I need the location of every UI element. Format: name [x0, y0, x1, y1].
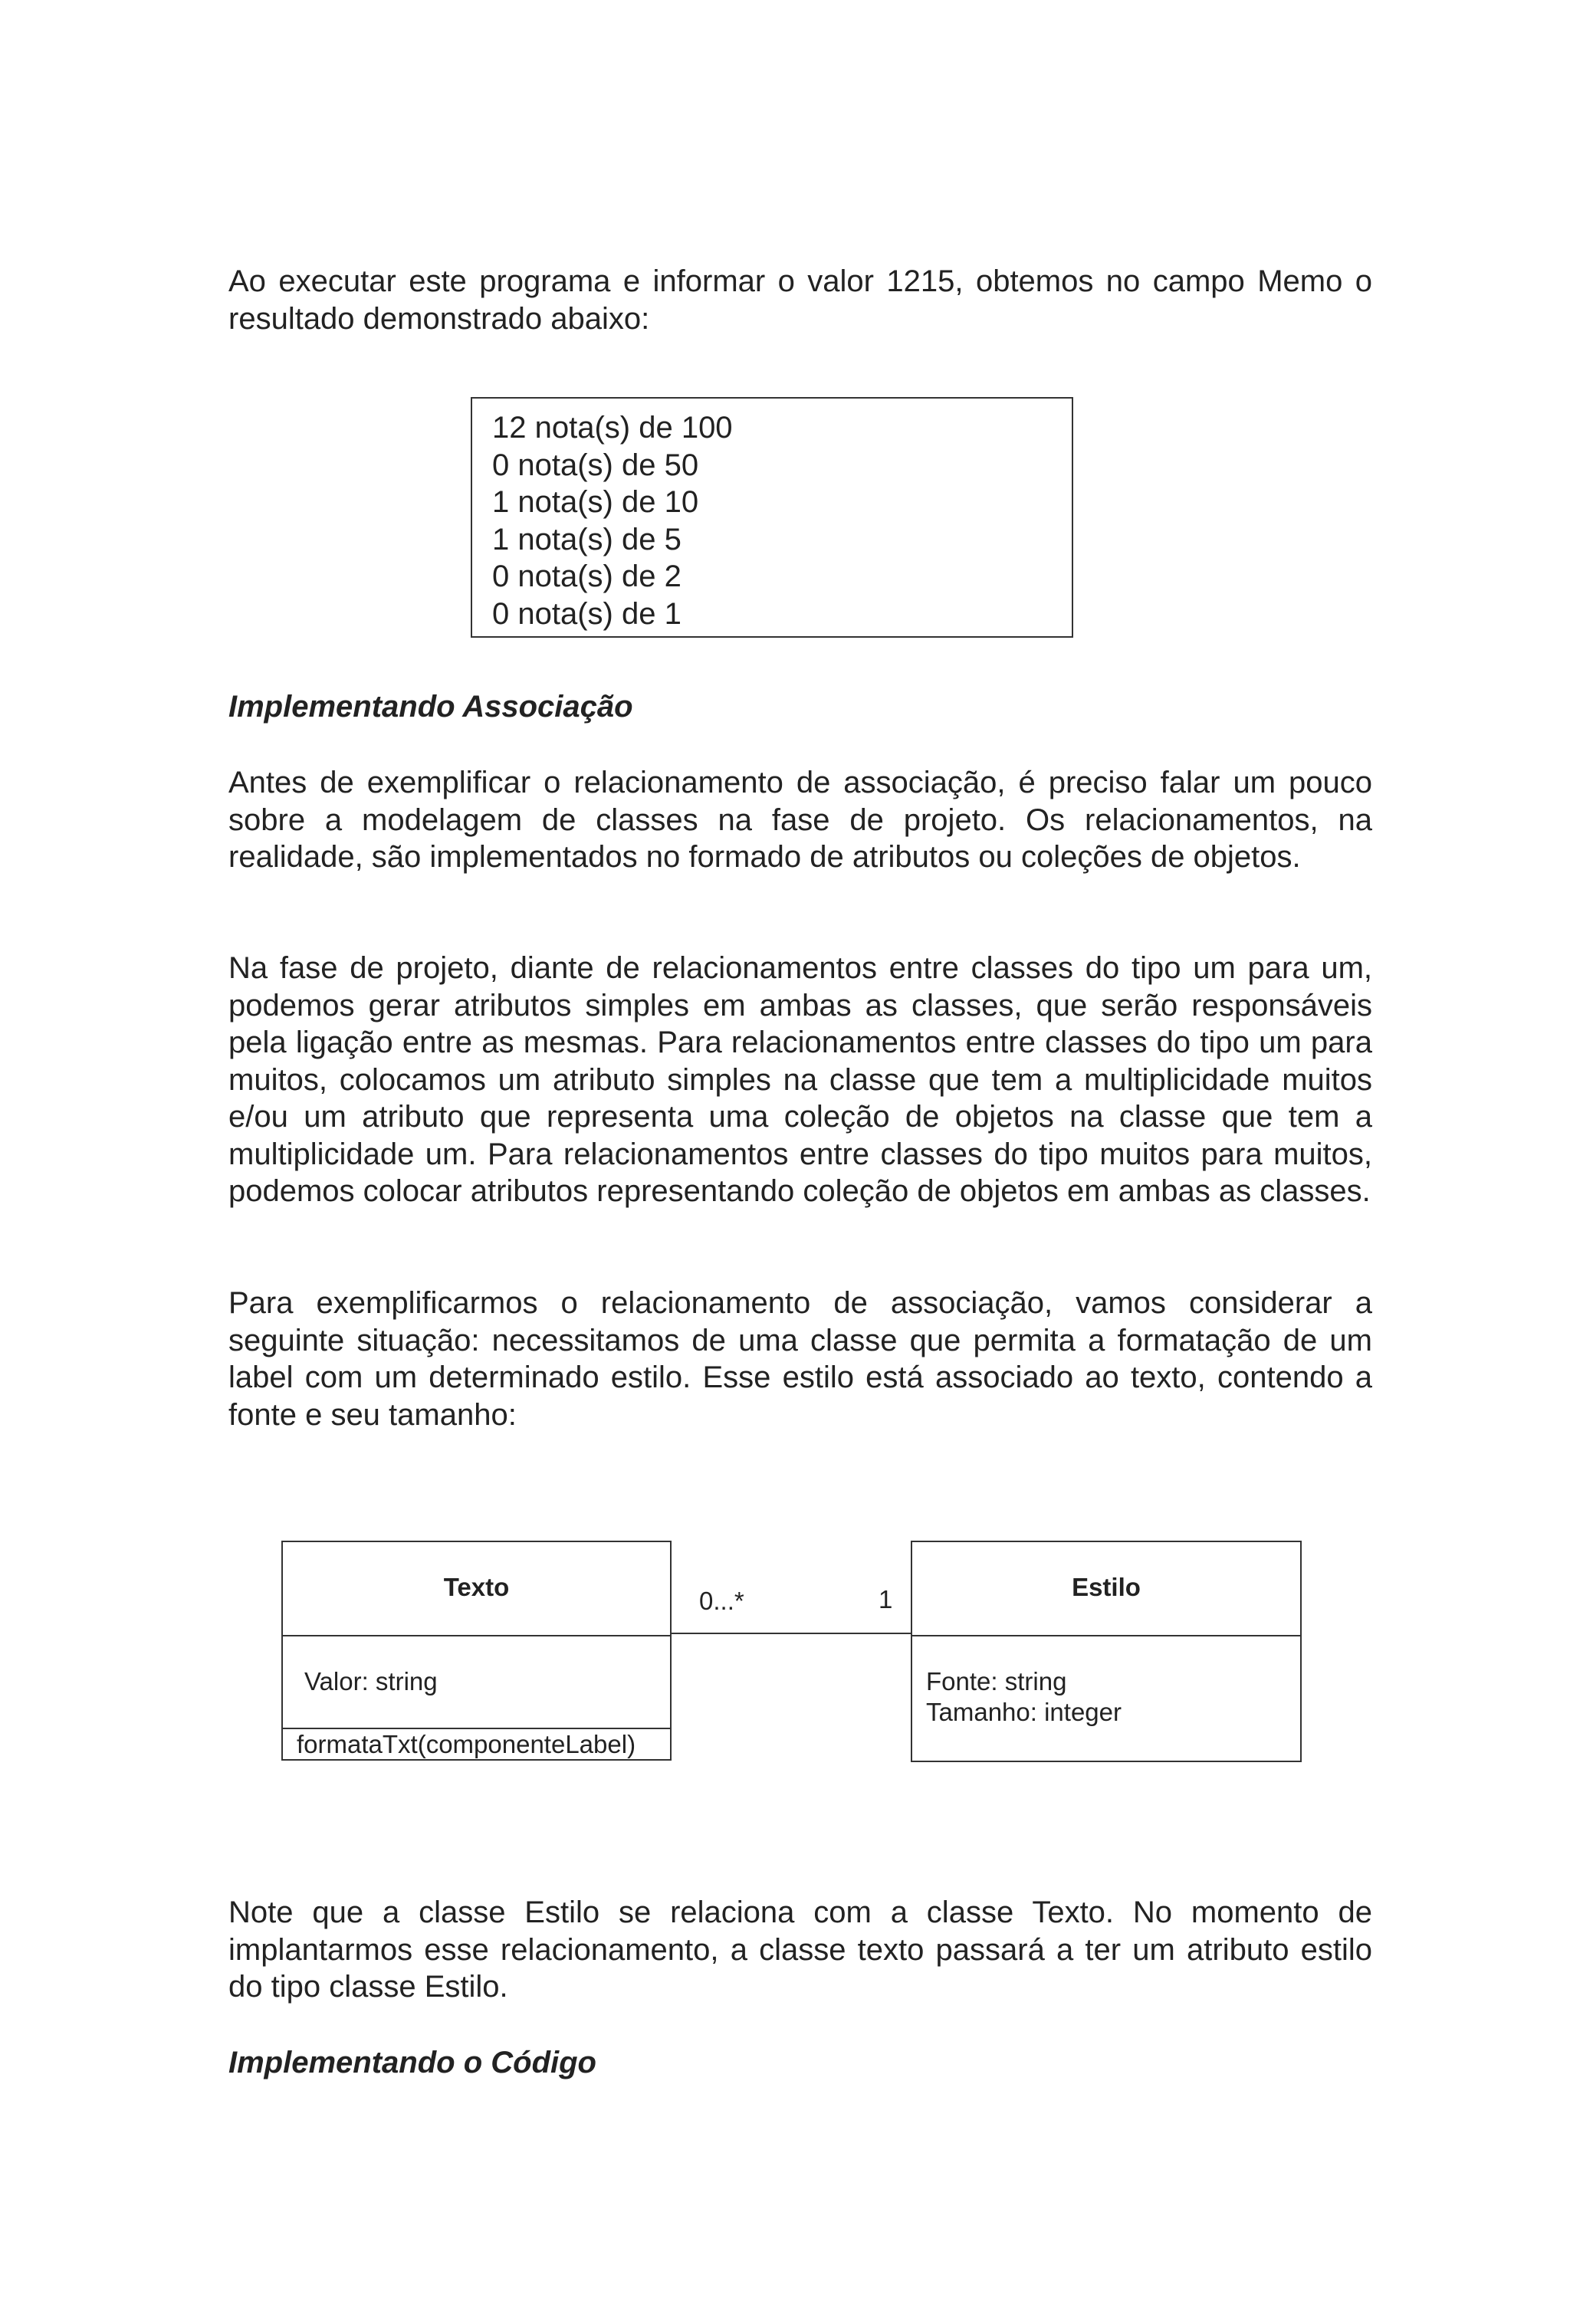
association-paragraph-2: Na fase de projeto, diante de relacionamentos entre classes do tipo um para um, podemos gerar atributos simples em ambas as classes, que serão responsáveis pela ligação entre as mesmas. Para relacionamentos entre classes do tipo um para muitos, colocamos um atributo simples na classe que tem a multiplicidade muitos e/ou um atributo que representa uma coleção de objetos na classe que tem a multiplicidade um. Para relacionamentos entre classes do tipo muitos para muitos, podemos colocar atributos representando coleção de objetos em ambas as classes. — [228, 951, 1372, 1208]
intro-paragraph: Ao executar este programa e informar o valor 1215, obtemos no campo Memo o resultado demonstrado abaixo: — [228, 264, 1372, 336]
uml-class-estilo — [911, 1541, 1302, 1762]
uml-attribute: Valor: string — [304, 1667, 438, 1695]
association-paragraph-1: Antes de exemplificar o relacionamento de associação, é preciso falar um pouco sobre a modelagem de classes na fase de projeto. Os relacionamentos, na realidade, são implementados no formado de atributos ou coleções de objetos. — [228, 766, 1372, 874]
association-line — [672, 1633, 911, 1634]
uml-attribute: Fonte: string — [926, 1667, 1067, 1695]
uml-attribute: Tamanho: integer — [926, 1698, 1122, 1726]
association-paragraph-3: Para exemplificarmos o relacionamento de associação, vamos considerar a seguinte situação: necessitamos de uma classe que permita a formatação de um label com um determinado estilo. Esse estilo está associado ao texto, contendo a fonte e seu tamanho: — [228, 1286, 1372, 1432]
memo-line: 1 nota(s) de 10 — [492, 485, 699, 519]
memo-line: 1 nota(s) de 5 — [492, 522, 682, 556]
memo-line: 0 nota(s) de 50 — [492, 448, 699, 482]
memo-line: 0 nota(s) de 1 — [492, 596, 682, 631]
multiplicity-texto: 0...* — [699, 1587, 744, 1615]
section-heading-association: Implementando Associação — [228, 690, 633, 724]
uml-divider — [912, 1635, 1300, 1636]
uml-class-name: Estilo — [1072, 1573, 1141, 1601]
multiplicity-estilo: 1 — [879, 1585, 893, 1613]
section-heading-code: Implementando o Código — [228, 2046, 596, 2079]
uml-class-name: Texto — [443, 1573, 510, 1601]
note-paragraph: Note que a classe Estilo se relaciona com a classe Texto. No momento de implantarmos esse relacionamento, a classe texto passará a ter um atributo estilo do tipo classe Estilo. — [228, 1896, 1372, 2004]
uml-class-texto — [281, 1541, 672, 1761]
memo-output-box — [471, 397, 1073, 638]
uml-divider — [283, 1635, 670, 1636]
uml-method: formataTxt(componenteLabel) — [297, 1730, 636, 1758]
memo-line: 12 nota(s) de 100 — [492, 411, 733, 445]
memo-line: 0 nota(s) de 2 — [492, 560, 682, 593]
memo-output-lines — [492, 409, 733, 632]
